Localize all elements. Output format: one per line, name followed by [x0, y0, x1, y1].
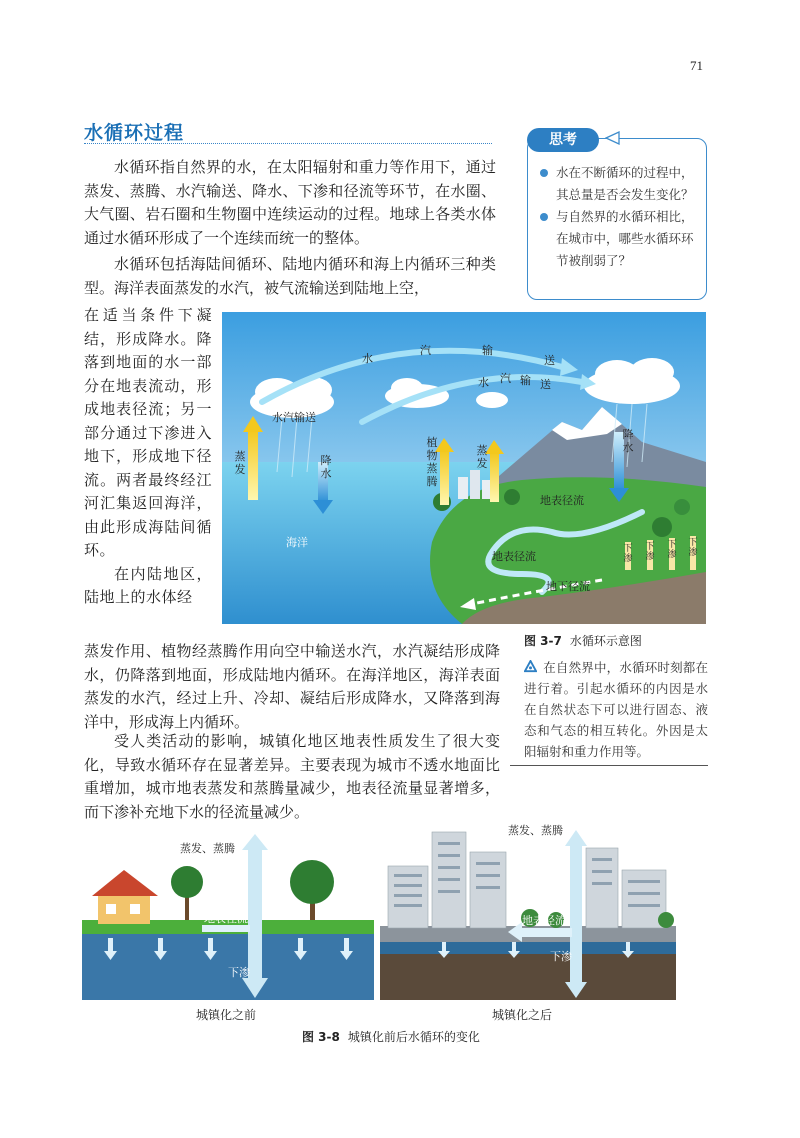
label-evaporation-sea: 蒸发 — [234, 450, 246, 476]
think-tag: 思考 — [527, 128, 599, 152]
label-transport-mid-1: 水 — [478, 376, 489, 389]
think-arrow-icon — [605, 131, 623, 145]
paragraph-inland-cycle: 蒸发作用、植物经蒸腾作用向空中输送水汽，水汽凝结形成降水，仍降落到地面，形成陆地内循环。在海洋地区，海洋表面蒸发的水汽，经过上升、冷却、凝结后形成降水，又降落到海洋中，形成海上内循环。 — [84, 642, 500, 731]
figure-3-7-caption — [524, 632, 642, 649]
triangle-note-icon — [524, 660, 537, 673]
label-transport-top-1: 水 — [362, 352, 373, 365]
label-transport-mid-3: 输 — [520, 374, 531, 387]
label-evaporation-land: 蒸发 — [476, 444, 488, 470]
after-infiltration-label: 下渗 — [550, 950, 572, 963]
paragraph-wrap-column — [84, 304, 212, 610]
label-precip-mountain: 降水 — [622, 428, 634, 454]
label-infiltration-1: 下渗 — [623, 544, 633, 564]
figure-3-7-title: 水循环示意图 — [569, 634, 642, 648]
label-ocean: 海洋 — [286, 536, 308, 549]
label-transport-mid-4: 送 — [540, 378, 551, 391]
side-note-text: 在自然界中，水循环时刻都在进行着。引起水循环的内因是水在自然状态下可以进行固态、液态和气态的相互转化。外因是太阳辐射和重力作用等。 — [524, 660, 708, 759]
figure-3-8-caption — [302, 1028, 480, 1045]
paragraph-urbanization: 受人类活动的影响，城镇化地区地表性质发生了很大变化，导致水循环存在显著差异。主要表现为城市不透水地面比重增加，城市地表蒸发和蒸腾量减少，地表径流量显著增多，而下渗补充地下水的径流量减少。 — [84, 732, 500, 821]
think-item: 与自然界的水循环相比，在城市中，哪些水循环环节被削弱了？ — [540, 206, 700, 272]
water-cycle-diagram — [222, 312, 706, 624]
after-runoff-label: 地表径流 — [522, 914, 566, 927]
label-transport-top-4: 送 — [544, 354, 555, 367]
label-transport-top-2: 汽 — [420, 344, 431, 357]
side-note — [524, 657, 708, 762]
label-transport-left: 水汽输送 — [272, 411, 316, 424]
page-number: 71 — [690, 58, 703, 73]
figure-3-8-title: 城镇化前后水循环的变化 — [347, 1030, 480, 1044]
label-transport-mid-2: 汽 — [500, 372, 511, 385]
after-evap-label: 蒸发、蒸腾 — [508, 824, 563, 837]
label-surface-runoff-1: 地表径流 — [540, 494, 584, 507]
section-title: 水循环过程 — [84, 122, 185, 144]
label-transport-top-3: 输 — [482, 344, 493, 357]
paragraph-cycle-types: 水循环包括海陆间循环、陆地内循环和海上内循环三种类型。海洋表面蒸发的水汽，被气流输送到陆地上空， — [84, 255, 496, 297]
before-infiltration-label: 下渗 — [228, 966, 250, 979]
water-cycle-illustration — [222, 312, 706, 624]
note-divider — [510, 765, 708, 766]
label-precip-sea: 降水 — [320, 454, 332, 480]
label-transpiration: 植物蒸腾 — [426, 436, 438, 488]
before-urbanization-caption: 城镇化之前 — [196, 1008, 257, 1022]
title-divider — [84, 143, 492, 144]
paragraph-inland-start: 在内陆地区，陆地上的水体经 — [84, 564, 212, 606]
after-urbanization-illustration — [380, 818, 676, 1000]
think-item: 水在不断循环的过程中，其总量是否会发生变化？ — [540, 162, 700, 206]
paragraph-water-cycle-definition: 水循环指自然界的水，在太阳辐射和重力等作用下，通过蒸发、蒸腾、水汽输送、降水、下渗和径流等环节，在水圈、大气圈、岩石圈和生物圈中连续运动的过程。地球上各类水体通过水循环形成了一个连续而统一的整体。 — [84, 158, 496, 247]
label-infiltration-4: 下渗 — [688, 538, 698, 558]
label-surface-runoff-2: 地表径流 — [492, 550, 536, 563]
label-infiltration-3: 下渗 — [667, 540, 677, 560]
after-urbanization-diagram — [380, 818, 676, 1000]
label-groundwater-runoff: 地下径流 — [546, 580, 590, 593]
think-list — [540, 162, 700, 272]
before-evap-label: 蒸发、蒸腾 — [180, 842, 235, 855]
label-infiltration-2: 下渗 — [645, 542, 655, 562]
figure-3-8-number: 图 3-8 — [302, 1030, 340, 1044]
before-urbanization-diagram — [82, 830, 374, 1000]
before-runoff-label: 地表径流 — [204, 912, 248, 925]
figure-3-7-number: 图 3-7 — [524, 634, 562, 648]
paragraph-land-sea-cycle: 在适当条件下凝结，形成降水。降落到地面的水一部分在地表流动，形成地表径流；另一部分通过下渗进入地下，形成地下径流。两者最终经江河汇集返回海洋，由此形成海陆间循环。 — [84, 306, 212, 559]
after-urbanization-caption: 城镇化之后 — [492, 1008, 553, 1022]
